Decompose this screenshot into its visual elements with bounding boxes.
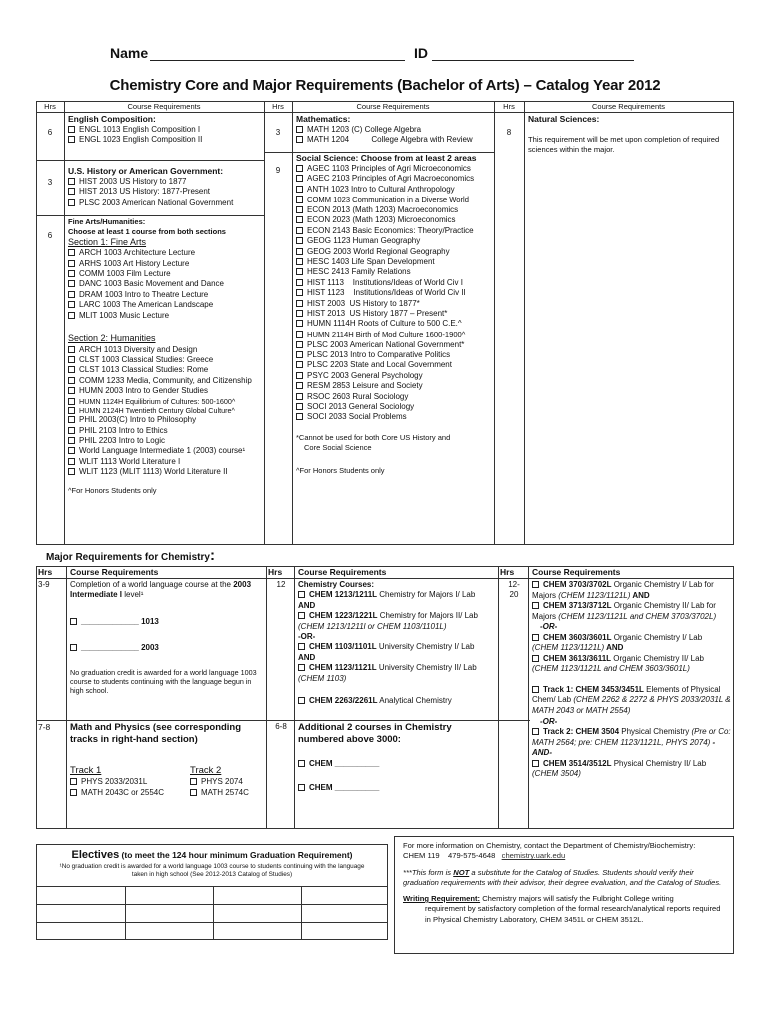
social-hrs: 9 — [275, 166, 281, 175]
checkbox-icon[interactable] — [296, 268, 303, 275]
social-title: Social Science: Choose from at least 2 areas — [296, 153, 477, 163]
checkbox-icon[interactable] — [68, 136, 75, 143]
info-contact: For more information on Chemistry, contact the Department of Chemistry/Biochemistry: — [403, 841, 696, 850]
checkbox-icon[interactable] — [296, 300, 303, 307]
checkbox-item[interactable]: COMM 1003 Film Lecture — [68, 269, 264, 279]
checkbox-item[interactable]: CHEM 1123/1121L University Chemistry II/ Lab — [298, 663, 496, 673]
checkbox-icon[interactable] — [296, 341, 303, 348]
checkbox-item[interactable]: HESC 2413 Family Relations — [296, 267, 494, 277]
finearts-title: Fine Arts/Humanities: — [68, 217, 146, 226]
checkbox-item[interactable]: DANC 1003 Basic Movement and Dance — [68, 279, 264, 289]
checkbox-icon[interactable] — [298, 643, 305, 650]
checkbox-icon[interactable] — [68, 270, 75, 277]
checkbox-icon[interactable] — [190, 789, 197, 796]
checkbox-item[interactable]: ARCH 1013 Diversity and Design — [68, 345, 264, 355]
social-footnote: Core Social Science — [304, 442, 372, 452]
id-field[interactable] — [432, 60, 634, 61]
prereq-note: (CHEM 1103) — [298, 673, 347, 683]
english-section — [68, 114, 202, 146]
checkbox-icon[interactable] — [70, 644, 77, 651]
checkbox-item[interactable]: PLSC 2003 American National Government — [68, 198, 233, 208]
checkbox-icon[interactable] — [68, 407, 75, 414]
checkbox-item[interactable]: CHEM 1213/1211L Chemistry for Majors I/ Lab — [298, 590, 496, 600]
math-hrs: 3 — [275, 128, 281, 137]
checkbox-icon[interactable] — [532, 728, 539, 735]
humanities-heading: Section 2: Humanities — [68, 332, 156, 343]
finearts-subtitle: Choose at least 1 course from both sections — [68, 226, 226, 236]
social-section — [296, 153, 494, 476]
checkbox-icon[interactable] — [68, 377, 75, 384]
checkbox-item[interactable]: HIST 2003 US History to 1877 — [68, 177, 233, 187]
checkbox-item[interactable]: Track 1: CHEM 3453/3451L Elements of Physical Chem/ Lab (CHEM 2262 & 2272 & PHYS 2033/2031L & MATH 2043 or MATH 2554) — [532, 684, 731, 716]
natsci-section — [528, 114, 728, 155]
checkbox-item[interactable]: CHEM 3603/3601L Organic Chemistry I/ Lab — [532, 633, 732, 644]
checkbox-item[interactable]: COMM 1233 Media, Community, and Citizenship — [68, 376, 264, 386]
additional-hrs: 6-8 — [275, 722, 287, 731]
checkbox-icon[interactable] — [68, 188, 75, 195]
electives-box — [36, 844, 388, 940]
checkbox-icon[interactable] — [296, 372, 303, 379]
and-label: AND — [298, 652, 316, 662]
checkbox-icon[interactable] — [68, 301, 75, 308]
checkbox-item[interactable]: GEOG 2003 World Regional Geography — [296, 247, 494, 257]
social-footnote: *Cannot be used for both Core US History and — [296, 432, 451, 442]
checkbox-item[interactable]: CHEM 3713/3712L Organic Chemistry II/ Lab for Majors (CHEM 1123/1121L and CHEM 3703/3702L) — [532, 601, 717, 621]
natsci-note: This requirement will be met upon completion of required sciences within the major. — [528, 135, 720, 154]
ushistory-title: U.S. History or American Government: — [68, 166, 224, 176]
checkbox-icon[interactable] — [68, 178, 75, 185]
checkbox-item[interactable]: _____________ 1013 — [70, 617, 264, 627]
checkbox-icon[interactable] — [296, 186, 303, 193]
checkbox-item[interactable]: ENGL 1023 English Composition II — [68, 135, 202, 145]
checkbox-icon[interactable] — [298, 591, 305, 598]
checkbox-item[interactable]: HIST 2013 US History: 1877-Present — [68, 187, 233, 197]
checkbox-item[interactable]: ENGL 1013 English Composition I — [68, 125, 202, 135]
mathphys-title: Math and Physics (see corresponding tracks in right-hand section) — [70, 722, 242, 746]
checkbox-item[interactable]: PHYS 2033/2031L — [70, 777, 147, 787]
major-req-header: Course Requirements — [70, 567, 159, 577]
checkbox-icon[interactable] — [296, 320, 303, 327]
major-hrs-header: Hrs — [38, 567, 53, 577]
writing-requirement: Writing Requirement: Chemistry majors will satisfy the Fulbright College writing — [403, 894, 674, 903]
checkbox-icon[interactable] — [296, 289, 303, 296]
checkbox-item[interactable]: PHIL 2003(C) Intro to Philosophy — [68, 415, 264, 425]
checkbox-icon[interactable] — [296, 413, 303, 420]
checkbox-item[interactable]: SOCI 2033 Social Problems — [296, 412, 494, 422]
checkbox-item[interactable]: CHEM 3613/3611L Organic Chemistry II/ Lab — [532, 654, 732, 665]
checkbox-item[interactable]: HUMN 2114H Birth of Mod Culture 1600-1900^ — [296, 330, 494, 340]
checkbox-item[interactable]: AGEC 2103 Principles of Agri Macroeconomics — [296, 174, 494, 184]
checkbox-icon[interactable] — [532, 634, 539, 641]
checkbox-item[interactable]: HUMN 1124H Equilibrium of Cultures: 500-1600^ — [68, 397, 264, 406]
writing-requirement-detail: requirement by satisfactory completion of the formal research/analytical reports required in Physical Chemistry Laboratory, CHEM 3451L or CHEM 3512L. — [425, 904, 721, 924]
checkbox-item[interactable]: CHEM 2263/2261L Analytical Chemistry — [298, 696, 496, 706]
website-link[interactable]: chemistry.uark.edu — [501, 851, 566, 861]
checkbox-icon[interactable] — [298, 664, 305, 671]
english-title: English Composition: — [68, 114, 156, 124]
major-req-header: Course Requirements — [532, 567, 621, 577]
checkbox-icon[interactable] — [296, 136, 303, 143]
checkbox-item[interactable]: CHEM 3514/3512L Physical Chemistry II/ Lab (CHEM 3504) — [532, 758, 707, 779]
checkbox-item[interactable]: CHEM 1103/1101L University Chemistry I/ Lab — [298, 642, 496, 652]
or-label: -OR- — [298, 631, 316, 641]
mathphys-hrs: 7-8 — [38, 722, 51, 732]
language-text: Completion of a world language course at the 2003 Intermediate I level¹ — [70, 580, 252, 600]
checkbox-icon[interactable] — [296, 227, 303, 234]
checkbox-icon[interactable] — [296, 165, 303, 172]
checkbox-item[interactable]: HUMN 2124H Twentieth Century Global Culture^ — [68, 406, 264, 415]
checkbox-icon[interactable] — [296, 126, 303, 133]
electives-note: ¹No graduation credit is awarded for a world language 1003 course to students continuing with the language taken in high school (See 2012-2013 Catalog of Studies) — [59, 863, 365, 879]
checkbox-icon[interactable] — [296, 258, 303, 265]
checkbox-icon[interactable] — [296, 361, 303, 368]
checkbox-icon[interactable] — [68, 416, 75, 423]
or-label: -OR- — [540, 716, 558, 726]
checkbox-icon[interactable] — [190, 778, 197, 785]
finearts-section — [68, 217, 264, 495]
mathphys-section — [70, 722, 264, 805]
prereq-note: (CHEM 1123/1121L and CHEM 3603/3601L) — [532, 664, 690, 674]
core-req-header: Course Requirements — [356, 102, 430, 111]
checkbox-item[interactable]: ARHS 1003 Art History Lecture — [68, 259, 264, 269]
name-field[interactable] — [150, 60, 405, 61]
upper-hrs: 12- 20 — [508, 580, 520, 600]
checkbox-icon[interactable] — [68, 366, 75, 373]
checkbox-icon[interactable] — [70, 618, 77, 625]
additional-title: Additional 2 courses in Chemistry numbered above 3000: — [298, 722, 452, 746]
checkbox-icon[interactable] — [532, 602, 539, 609]
honors-note: ^For Honors Students only — [68, 485, 157, 495]
math-title: Mathematics: — [296, 114, 351, 124]
core-req-header: Course Requirements — [592, 102, 665, 111]
math-section — [296, 114, 473, 146]
checkbox-icon[interactable] — [296, 403, 303, 410]
checkbox-icon[interactable] — [68, 458, 75, 465]
checkbox-item[interactable]: RSOC 2603 Rural Sociology — [296, 392, 494, 402]
checkbox-item[interactable]: PSYC 2003 General Psychology — [296, 371, 494, 381]
checkbox-item[interactable]: WLIT 1113 World Literature I — [68, 457, 264, 467]
checkbox-icon[interactable] — [68, 427, 75, 434]
or-label: -OR- — [540, 622, 558, 632]
checkbox-item[interactable]: HUMN 2003 Intro to Gender Studies — [68, 386, 264, 396]
major-req-header: Course Requirements — [298, 567, 387, 577]
checkbox-item[interactable]: PLSC 2003 American National Government* — [296, 340, 494, 350]
checkbox-item[interactable]: CHEM __________ — [298, 759, 494, 769]
core-req-header: Course Requirements — [127, 102, 201, 111]
track2-label: Track 2 — [190, 764, 222, 776]
checkbox-item[interactable]: GEOG 1123 Human Geography — [296, 236, 494, 246]
checkbox-item[interactable]: PLSC 2203 State and Local Government — [296, 360, 494, 370]
checkbox-icon[interactable] — [296, 382, 303, 389]
checkbox-icon[interactable] — [296, 331, 303, 338]
core-hrs-header: Hrs — [272, 102, 284, 111]
checkbox-item[interactable]: CHEM __________ — [298, 783, 494, 793]
additional-section — [298, 722, 494, 793]
track1-label: Track 1 — [70, 764, 102, 776]
english-hrs: 6 — [47, 128, 53, 137]
chem-title: Chemistry Courses: — [298, 580, 375, 589]
checkbox-item[interactable]: COMM 1023 Communication in a Diverse World — [296, 195, 494, 205]
checkbox-icon[interactable] — [68, 387, 75, 394]
natsci-hrs: 8 — [506, 128, 512, 137]
checkbox-item[interactable]: _____________ 2003 — [70, 643, 264, 653]
checkbox-icon[interactable] — [70, 789, 77, 796]
finearts-hrs: 6 — [47, 231, 53, 240]
checkbox-icon[interactable] — [296, 310, 303, 317]
checkbox-icon[interactable] — [68, 260, 75, 267]
language-note: No graduation credit is awarded for a world language 1003 course to students continuing with the language begun in high school. — [70, 667, 257, 696]
elective-cell[interactable] — [125, 886, 213, 904]
checkbox-icon[interactable] — [298, 784, 305, 791]
upper-section — [532, 580, 732, 780]
checkbox-item[interactable]: LARC 1003 The American Landscape — [68, 300, 264, 310]
checkbox-icon[interactable] — [68, 280, 75, 287]
chem-section — [298, 580, 496, 706]
checkbox-item[interactable]: PHYS 2074 — [190, 777, 243, 787]
prereq-note: (CHEM 1123/1121L) AND — [532, 643, 624, 653]
fine-arts-heading: Section 1: Fine Arts — [68, 236, 147, 247]
natsci-title: Natural Sciences: — [528, 114, 600, 124]
electives-title: Electives (to meet the 124 hour minimum Graduation Requirement) — [71, 849, 353, 861]
checkbox-item[interactable]: HESC 1403 Life Span Development — [296, 257, 494, 267]
checkbox-item[interactable]: MATH 1203 (C) College Algebra — [296, 125, 473, 135]
checkbox-icon[interactable] — [68, 437, 75, 444]
chem-hrs: 12 — [276, 580, 286, 589]
id-label: ID — [414, 45, 428, 61]
major-title: Major Requirements for Chemistry: — [46, 547, 215, 564]
checkbox-icon[interactable] — [68, 356, 75, 363]
checkbox-icon[interactable] — [68, 312, 75, 319]
checkbox-icon[interactable] — [296, 175, 303, 182]
checkbox-icon[interactable] — [296, 196, 303, 203]
checkbox-icon[interactable] — [532, 760, 539, 767]
checkbox-icon[interactable] — [296, 393, 303, 400]
checkbox-icon[interactable] — [68, 346, 75, 353]
checkbox-item[interactable]: CLST 1003 Classical Studies: Greece — [68, 355, 264, 365]
checkbox-item[interactable]: ANTH 1023 Intro to Cultural Anthropology — [296, 185, 494, 195]
checkbox-icon[interactable] — [70, 778, 77, 785]
prereq-note: (CHEM 1213/1211l or CHEM 1103/1101L) — [298, 621, 447, 631]
checkbox-item[interactable]: HIST 1123 Institutions/Ideas of World Civ II — [296, 288, 494, 298]
checkbox-item[interactable]: SOCI 2013 General Sociology — [296, 402, 494, 412]
checkbox-item[interactable]: MLIT 1003 Music Lecture — [68, 311, 264, 321]
checkbox-item[interactable]: MATH 2043C or 2554C — [70, 788, 164, 798]
checkbox-icon[interactable] — [532, 655, 539, 662]
checkbox-item[interactable]: HIST 2013 US History 1877 – Present* — [296, 309, 494, 319]
checkbox-item[interactable]: ARCH 1003 Architecture Lecture — [68, 248, 264, 258]
info-box — [394, 836, 734, 954]
checkbox-icon[interactable] — [68, 291, 75, 298]
checkbox-item[interactable]: ECON 2023 (Math 1203) Microeconomics — [296, 215, 494, 225]
checkbox-item[interactable]: HIST 2003 US History to 1877* — [296, 299, 494, 309]
checkbox-item[interactable]: HUMN 1114H Roots of Culture to 500 C.E.^ — [296, 319, 494, 329]
checkbox-icon[interactable] — [298, 697, 305, 704]
checkbox-item[interactable]: WLIT 1123 (MLIT 1113) World Literature II — [68, 467, 264, 477]
checkbox-item[interactable]: PHIL 2203 Intro to Logic — [68, 436, 264, 446]
checkbox-item[interactable]: PLSC 2013 Intro to Comparative Politics — [296, 350, 494, 360]
page-title: Chemistry Core and Major Requirements (Bachelor of Arts) – Catalog Year 2012 — [109, 77, 661, 94]
and-label: AND — [298, 600, 316, 610]
checkbox-icon[interactable] — [296, 237, 303, 244]
honors-note: ^For Honors Students only — [296, 466, 385, 476]
checkbox-icon[interactable] — [296, 248, 303, 255]
core-hrs-header: Hrs — [503, 102, 515, 111]
name-label: Name — [110, 45, 149, 61]
major-hrs-header: Hrs — [268, 567, 283, 577]
checkbox-icon[interactable] — [296, 351, 303, 358]
checkbox-icon[interactable] — [298, 612, 305, 619]
checkbox-item[interactable]: CHEM 1223/1221L Chemistry for Majors II/ Lab — [298, 611, 496, 621]
checkbox-item[interactable]: MATH 2574C — [190, 788, 249, 798]
info-contact-line: CHEM 119 479-575-4648 chemistry.uark.edu — [403, 851, 566, 861]
checkbox-icon[interactable] — [68, 199, 75, 206]
checkbox-icon[interactable] — [68, 249, 75, 256]
checkbox-icon[interactable] — [296, 216, 303, 223]
checkbox-item[interactable]: DRAM 1003 Intro to Theatre Lecture — [68, 290, 264, 300]
checkbox-item[interactable]: HIST 1113 Institutions/Ideas of World Civ I — [296, 278, 494, 288]
checkbox-item[interactable]: MATH 1204 College Algebra with Review — [296, 135, 473, 145]
language-hrs: 3-9 — [38, 580, 50, 589]
checkbox-item[interactable]: World Language Intermediate 1 (2003) course¹ — [68, 446, 264, 456]
checkbox-icon[interactable] — [68, 447, 75, 454]
checkbox-item[interactable]: PHIL 2103 Intro to Ethics — [68, 426, 264, 436]
ushistory-section — [68, 166, 233, 208]
checkbox-icon[interactable] — [296, 279, 303, 286]
checkbox-icon[interactable] — [68, 126, 75, 133]
language-section — [70, 580, 264, 696]
elective-cell[interactable] — [37, 886, 125, 904]
core-hrs-header: Hrs — [44, 102, 56, 111]
major-hrs-header: Hrs — [500, 567, 515, 577]
checkbox-item[interactable]: CLST 1013 Classical Studies: Rome — [68, 365, 264, 375]
checkbox-item[interactable]: AGEC 1103 Principles of Agri Microeconomics — [296, 164, 494, 174]
checkbox-item[interactable]: CHEM 3703/3702L Organic Chemistry I/ Lab for Majors (CHEM 1123/1121L) AND — [532, 580, 714, 600]
checkbox-item[interactable]: ECON 2143 Basic Economics: Theory/Practice — [296, 226, 494, 236]
ushistory-hrs: 3 — [47, 178, 53, 187]
checkbox-item[interactable]: Track 2: CHEM 3504 Physical Chemistry (Pre or Co: MATH 2564; pre: CHEM 1123/1121L, PHYS 2074) -AND- — [532, 727, 731, 758]
checkbox-icon[interactable] — [532, 686, 539, 693]
checkbox-icon[interactable] — [296, 206, 303, 213]
checkbox-item[interactable]: RESM 2853 Leisure and Society — [296, 381, 494, 391]
checkbox-icon[interactable] — [532, 581, 539, 588]
elective-cell[interactable] — [213, 886, 301, 904]
elective-cell[interactable] — [301, 886, 389, 904]
info-disclaimer: ***This form is NOT a substitute for the Catalog of Studies. Students should verify their graduation requirements with their advisor, their degree evaluation, and the Catalog of Studies. — [403, 867, 722, 887]
checkbox-icon[interactable] — [298, 760, 305, 767]
checkbox-icon[interactable] — [68, 468, 75, 475]
checkbox-icon[interactable] — [68, 398, 75, 405]
checkbox-item[interactable]: ECON 2013 (Math 1203) Macroeconomics — [296, 205, 494, 215]
